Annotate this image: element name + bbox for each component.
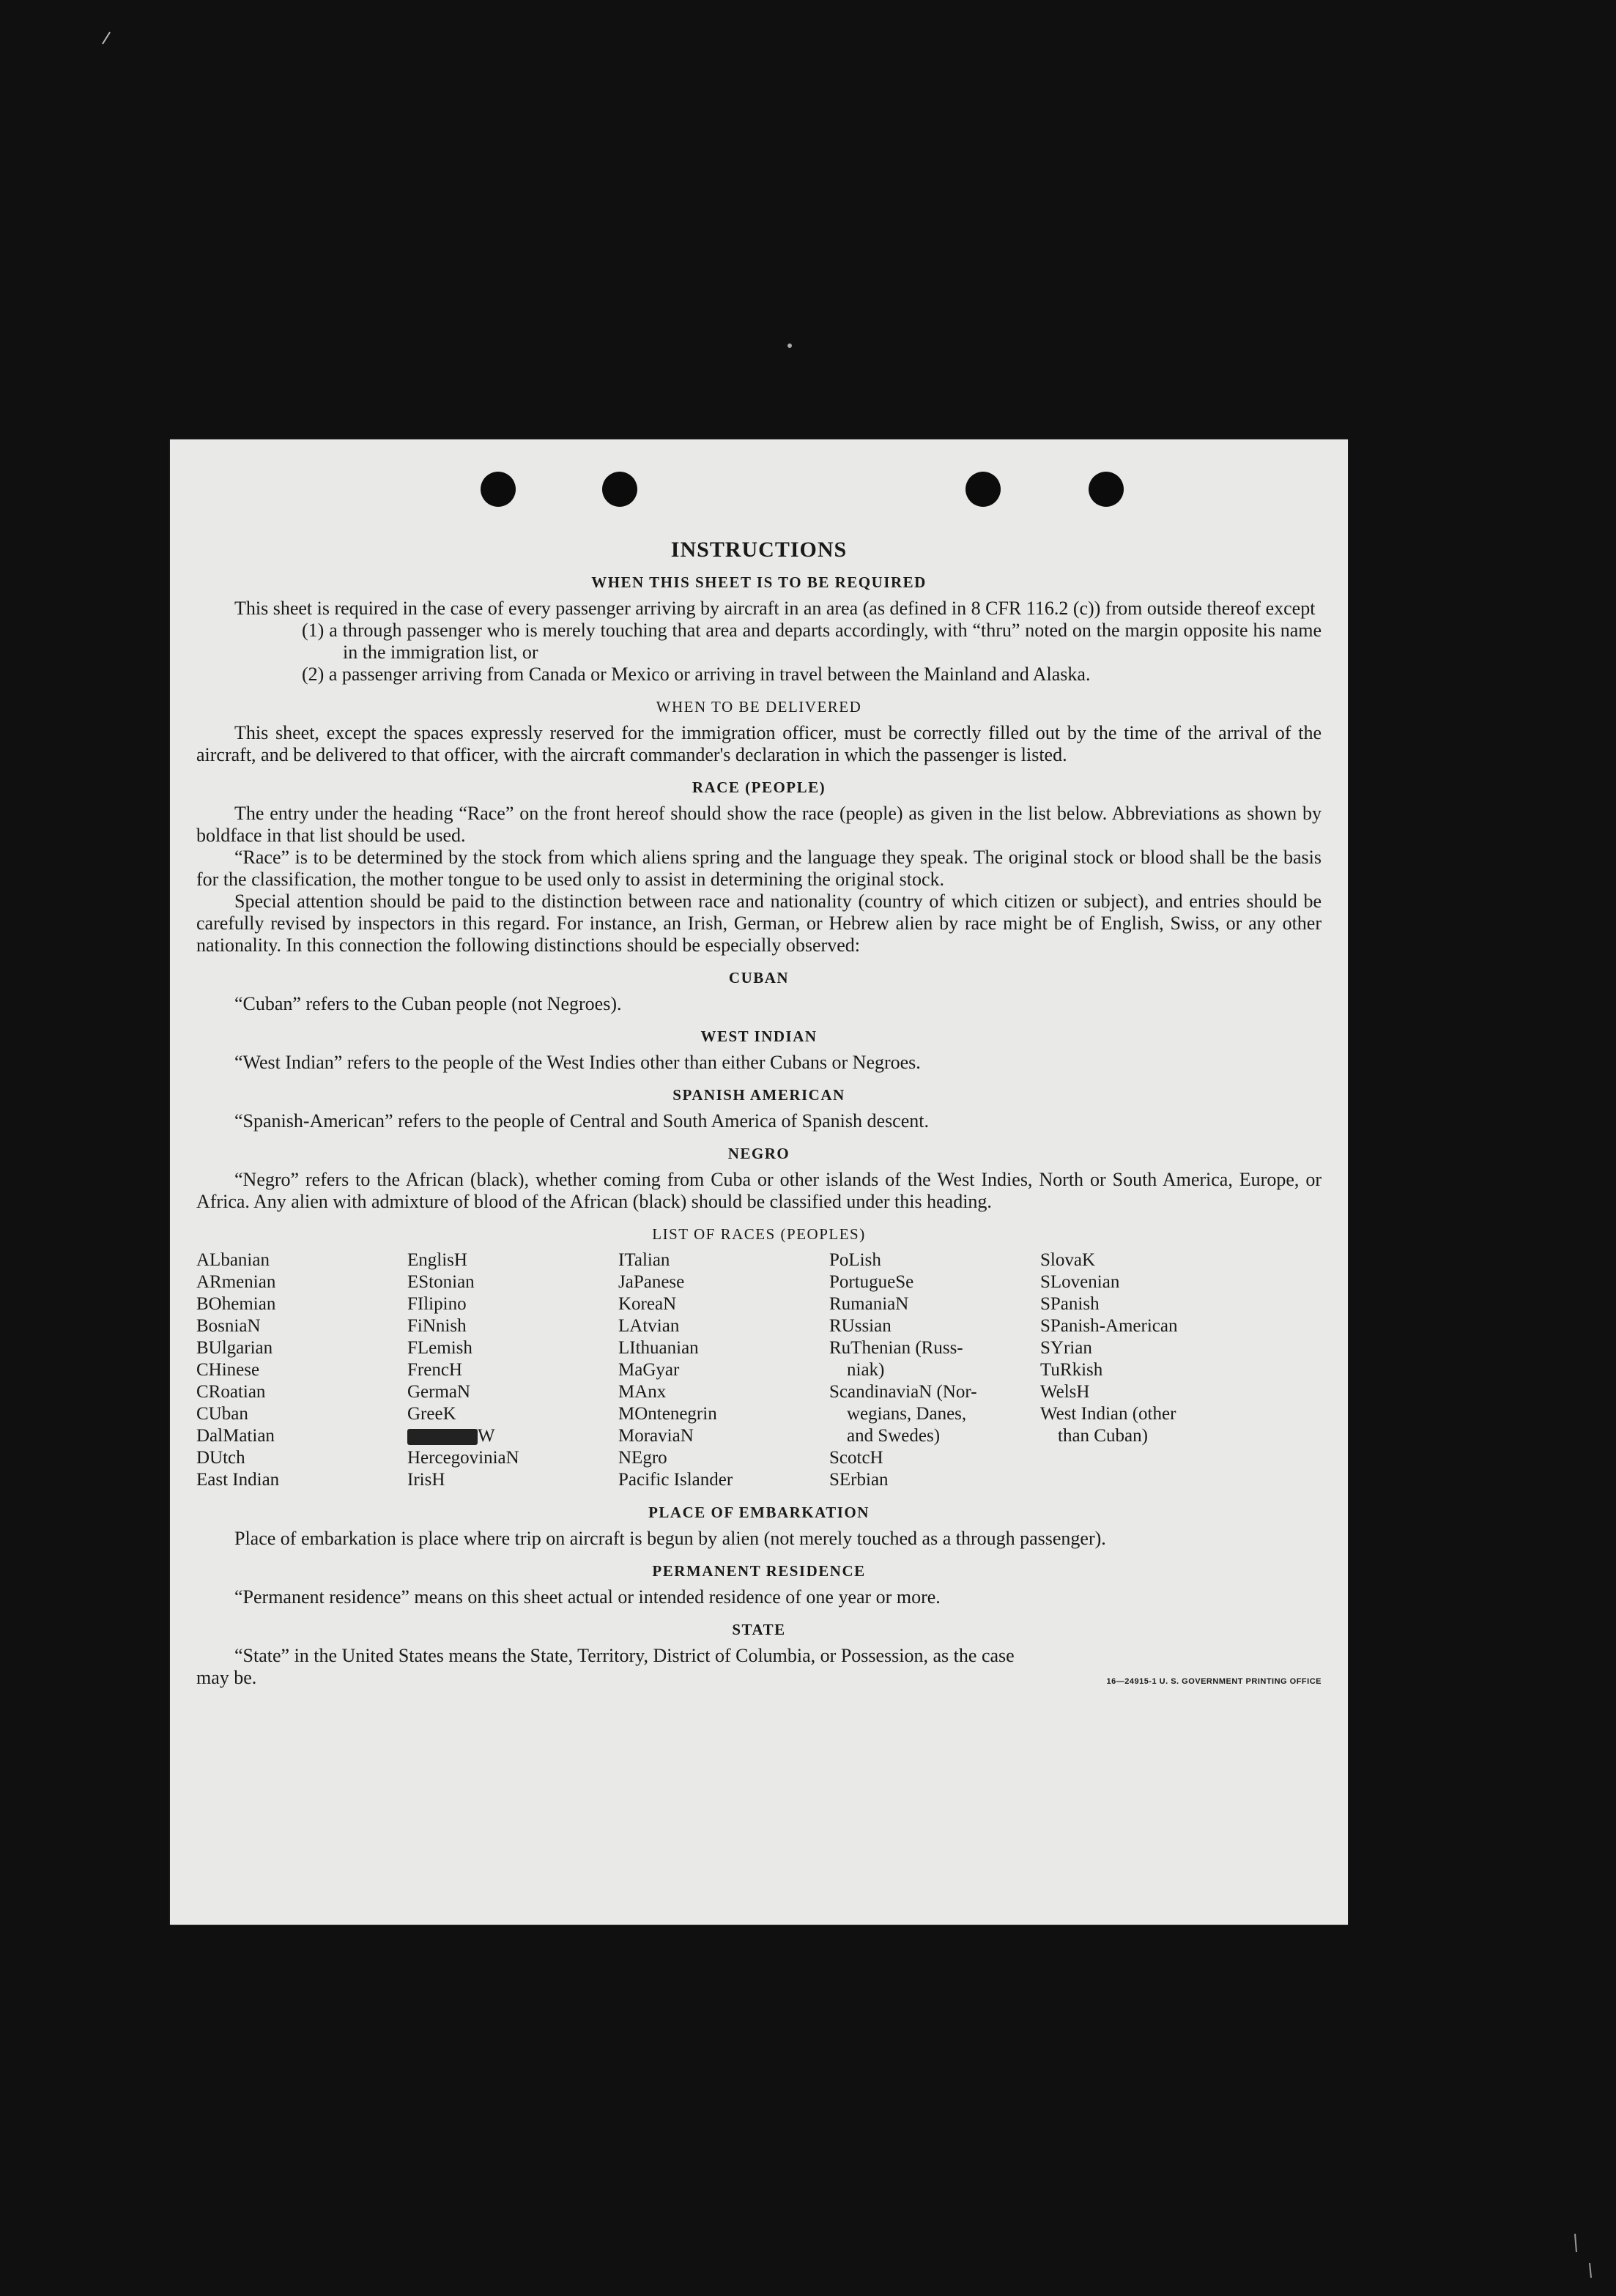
race-entry: ScandinaviaN (Nor- — [829, 1382, 977, 1402]
race-paragraph-2: “Race” is to be determined by the stock from which aliens spring and the language they speak. The original stock or blood shall be the basis for the classification, the mother tongue to be used only to assist in determining the original stock. — [196, 847, 1322, 890]
race-entry: TuRkish — [1040, 1360, 1103, 1380]
required-item-1: (1) a through passenger who is merely touching that area and departs accordingly, with “thru” noted on the margin opposite his name in the immigration list, or — [302, 620, 1322, 663]
state-footer-row — [196, 1667, 1322, 1693]
race-entry: West Indian (other — [1040, 1404, 1176, 1424]
heading-required: WHEN THIS SHEET IS TO BE REQUIRED — [591, 573, 927, 591]
race-entry: JaPanese — [618, 1272, 685, 1292]
races-column-1 — [196, 1249, 407, 1491]
redaction-mark — [407, 1429, 478, 1445]
races-column-4 — [829, 1249, 1040, 1491]
heading-negro: NEGRO — [727, 1145, 790, 1162]
page-title: INSTRUCTIONS — [670, 538, 848, 562]
race-entry-continued: wegians, Danes, — [847, 1404, 967, 1424]
race-entry: SPanish-American — [1040, 1316, 1178, 1336]
heading-embarkation: PLACE OF EMBARKATION — [648, 1504, 870, 1521]
race-entry: Pacific Islander — [618, 1470, 733, 1490]
race-paragraph-3: Special attention should be paid to the distinction between race and nationality (country of which citizen or subject), and entries should be carefully revised by inspectors in this regard. For instance, an Irish, German, or Hebrew alien by race might be of English, Swiss, or any other nationality. In this connection the following distinctions should be especially observed: — [196, 891, 1322, 956]
races-column-3 — [618, 1249, 829, 1491]
race-entry: ARmenian — [196, 1272, 276, 1292]
heading-residence: PERMANENT RESIDENCE — [652, 1562, 866, 1580]
race-entry: RumaniaN — [829, 1294, 909, 1314]
punch-hole — [602, 472, 637, 507]
race-entry-continued: than Cuban) — [1058, 1426, 1148, 1446]
race-entry: SErbian — [829, 1470, 889, 1490]
race-entry: EnglisH — [407, 1250, 467, 1270]
race-entry: DUtch — [196, 1448, 245, 1468]
heading-cuban: CUBAN — [728, 969, 790, 987]
delivered-paragraph: This sheet, except the spaces expressly reserved for the immigration officer, must be correctly filled out by the time of the arrival of the aircraft, and be delivered to that officer, with the aircraft commander's declaration in which the passenger is listed. — [196, 722, 1322, 765]
race-entry: IrisH — [407, 1470, 445, 1490]
race-entry: BosniaN — [196, 1316, 261, 1336]
punch-hole — [965, 472, 1001, 507]
race-entry-continued: niak) — [847, 1360, 885, 1380]
punch-hole — [1089, 472, 1124, 507]
required-paragraph: This sheet is required in the case of every passenger arriving by aircraft in an area (as defined in 8 CFR 116.2 (c)) from outside thereof except — [234, 598, 1316, 619]
race-entry: ALbanian — [196, 1250, 270, 1270]
race-entry: GermaN — [407, 1382, 471, 1402]
race-entry: PortugueSe — [829, 1272, 914, 1292]
race-entry-continued: and Swedes) — [847, 1426, 941, 1446]
race-entry: WelsH — [1040, 1382, 1090, 1402]
race-entry: FIlipino — [407, 1294, 467, 1314]
race-entry: BUlgarian — [196, 1338, 273, 1358]
races-column-2 — [407, 1249, 618, 1491]
race-entry: GreeK — [407, 1404, 456, 1424]
embarkation-paragraph: Place of embarkation is place where trip on aircraft is begun by alien (not merely touched as a through passenger). — [234, 1528, 1106, 1549]
race-entry: CUban — [196, 1404, 248, 1424]
heading-state: STATE — [732, 1621, 786, 1638]
negro-paragraph: “Negro” refers to the African (black), whether coming from Cuba or other islands of the West Indies, North or South America, Europe, or Africa. Any alien with admixture of blood of the African (black) should be classified under this heading. — [196, 1169, 1322, 1212]
sheet-content — [196, 539, 1322, 1693]
heading-spanish-american: SPANISH AMERICAN — [672, 1086, 845, 1104]
race-entry: PoLish — [829, 1250, 881, 1270]
race-entry: NEgro — [618, 1448, 667, 1468]
race-entry: FiNnish — [407, 1316, 467, 1336]
residence-paragraph: “Permanent residence” means on this sheet actual or intended residence of one year or more. — [234, 1586, 941, 1608]
races-list — [196, 1249, 1322, 1491]
race-entry: CHinese — [196, 1360, 260, 1380]
race-entry: East Indian — [196, 1470, 280, 1490]
instruction-sheet — [170, 439, 1348, 1925]
race-entry: LAtvian — [618, 1316, 680, 1336]
race-entry: SlovaK — [1040, 1250, 1095, 1270]
race-entry: CRoatian — [196, 1382, 266, 1402]
race-entry: EStonian — [407, 1272, 475, 1292]
state-paragraph-end: may be. — [196, 1667, 257, 1688]
race-entry: FLemish — [407, 1338, 472, 1358]
race-entry: LIthuanian — [618, 1338, 699, 1358]
race-entry: DalMatian — [196, 1426, 275, 1446]
race-entry: SPanish — [1040, 1294, 1100, 1314]
race-entry: KoreaN — [618, 1294, 677, 1314]
race-entry: FrencH — [407, 1360, 462, 1380]
race-entry: RuThenian (Russ- — [829, 1338, 963, 1358]
west-indian-paragraph: “West Indian” refers to the people of the West Indies other than either Cubans or Negroes. — [234, 1052, 921, 1073]
spanish-american-paragraph: “Spanish-American” refers to the people of Central and South America of Spanish descent. — [234, 1110, 929, 1132]
race-entry: MAnx — [618, 1382, 667, 1402]
heading-race: RACE (PEOPLE) — [692, 779, 826, 796]
race-entry: BOhemian — [196, 1294, 276, 1314]
race-entry: HercegoviniaN — [407, 1448, 519, 1468]
race-entry: MoraviaN — [618, 1426, 694, 1446]
required-item-2: (2) a passenger arriving from Canada or Mexico or arriving in travel between the Mainland and Alaska. — [302, 664, 1091, 685]
race-entry: ITalian — [618, 1250, 670, 1270]
race-entry: ScotcH — [829, 1448, 883, 1468]
heading-delivered: WHEN TO BE DELIVERED — [656, 698, 862, 716]
race-entry: MaGyar — [618, 1360, 680, 1380]
race-entry: SYrian — [1040, 1338, 1092, 1358]
print-code: 16—24915-1 U. S. GOVERNMENT PRINTING OFFICE — [1106, 1677, 1322, 1686]
cuban-paragraph: “Cuban” refers to the Cuban people (not Negroes). — [234, 993, 622, 1014]
heading-west-indian: WEST INDIAN — [700, 1028, 818, 1045]
race-paragraph-1: The entry under the heading “Race” on the front hereof should show the race (people) as given in the list below. Abbreviations as shown by boldface in that list should be used. — [196, 803, 1322, 846]
races-column-5 — [1040, 1249, 1231, 1491]
race-entry: RUssian — [829, 1316, 892, 1336]
race-entry-suffix: W — [478, 1426, 495, 1446]
race-entry: SLovenian — [1040, 1272, 1120, 1292]
heading-list-of-races: LIST OF RACES (PEOPLES) — [652, 1225, 866, 1243]
state-paragraph: “State” in the United States means the State, Territory, District of Columbia, or Possession, as the case — [234, 1645, 1015, 1666]
race-entry: MOntenegrin — [618, 1404, 717, 1424]
punch-hole — [481, 472, 516, 507]
race-entry-redacted — [407, 1425, 618, 1447]
